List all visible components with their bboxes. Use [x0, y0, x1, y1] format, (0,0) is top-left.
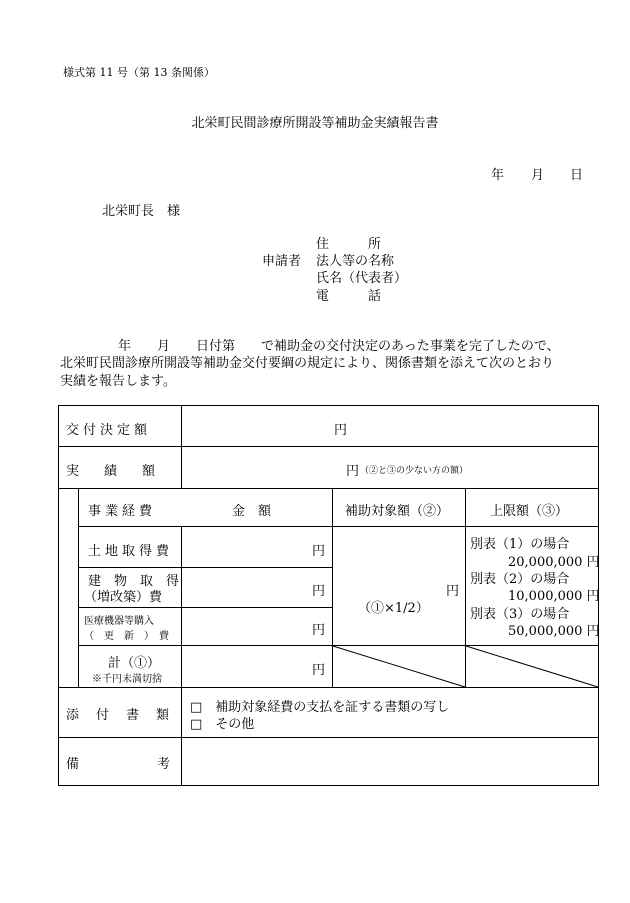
attachment-other-checkbox[interactable]: □ その他: [190, 717, 255, 732]
limit-table-1-value: 20,000,000 円: [508, 555, 600, 570]
total-unit: 円: [312, 663, 326, 678]
applicant-org-name-label: 法人等の名称: [316, 254, 395, 269]
limit-table-3-label: 別表（3）の場合: [470, 607, 570, 622]
grant-decision-unit: 円: [334, 423, 348, 438]
header-eligible-amount: 補助対象額（②）: [345, 504, 450, 519]
header-amount: 金 額: [232, 504, 272, 519]
addressee: 北栄町長 様: [102, 204, 181, 219]
attachments-label: 添 付 書 類: [66, 708, 172, 723]
limit-table-1-label: 別表（1）の場合: [470, 537, 570, 552]
grant-decision-label: 交付決定額: [66, 423, 152, 438]
limit-table-2-value: 10,000,000 円: [508, 589, 600, 604]
applicant-label: 申請者: [262, 254, 302, 269]
building-acquisition-label-2: （増改築）費: [84, 590, 163, 605]
total-label: 計（①）: [108, 656, 161, 671]
total-note: ※千円未満切捨: [92, 674, 162, 685]
limit-table-3-value: 50,000,000 円: [508, 624, 600, 639]
actual-amount-unit: 円: [346, 464, 360, 479]
applicant-address-label: 住 所: [316, 237, 382, 252]
applicant-phone-label: 電 話: [316, 289, 382, 304]
eligible-amount-unit: 円: [446, 584, 460, 599]
limit-table-2-label: 別表（2）の場合: [470, 572, 570, 587]
building-acquisition-unit: 円: [312, 584, 326, 599]
date-year-label: 年: [491, 168, 505, 183]
medical-equipment-unit: 円: [312, 623, 326, 638]
actual-amount-label: 実 績 額: [66, 464, 162, 479]
medical-equipment-label-2: （ 更 新 ） 費: [84, 631, 169, 642]
remarks-label-2: 考: [157, 757, 171, 772]
body-line-2: 北栄町民間診療所開設等補助金交付要綱の規定により、関係書類を添えて次のとおり: [60, 356, 555, 371]
header-expense: 事業経費: [88, 504, 157, 519]
date-month-label: 月: [531, 168, 545, 183]
actual-amount-note: （②と③の少ない方の額）: [360, 466, 469, 476]
form-number: 様式第 11 号（第 13 条関係）: [63, 66, 215, 79]
body-line-3: 実績を報告します。: [60, 374, 176, 389]
medical-equipment-label-1: 医療機器等購入: [84, 616, 154, 627]
land-acquisition-label: 土地取得費: [88, 544, 174, 559]
applicant-representative-label: 氏名（代表者）: [316, 271, 408, 286]
building-acquisition-label-1: 建 物 取 得: [88, 574, 180, 589]
land-acquisition-unit: 円: [312, 544, 326, 559]
date-day-label: 日: [570, 168, 584, 183]
document-title: 北栄町民間診療所開設等補助金実績報告書: [191, 116, 439, 131]
attachment-receipts-checkbox[interactable]: □ 補助対象経費の支払を証する書類の写し: [190, 700, 450, 715]
eligible-amount-formula: （①×1/2）: [358, 601, 429, 616]
remarks-label-1: 備: [66, 757, 80, 772]
body-line-1: 年 月 日付第 で補助金の交付決定のあった事業を完了したので、: [118, 339, 560, 354]
header-upper-limit: 上限額（③）: [490, 504, 569, 519]
